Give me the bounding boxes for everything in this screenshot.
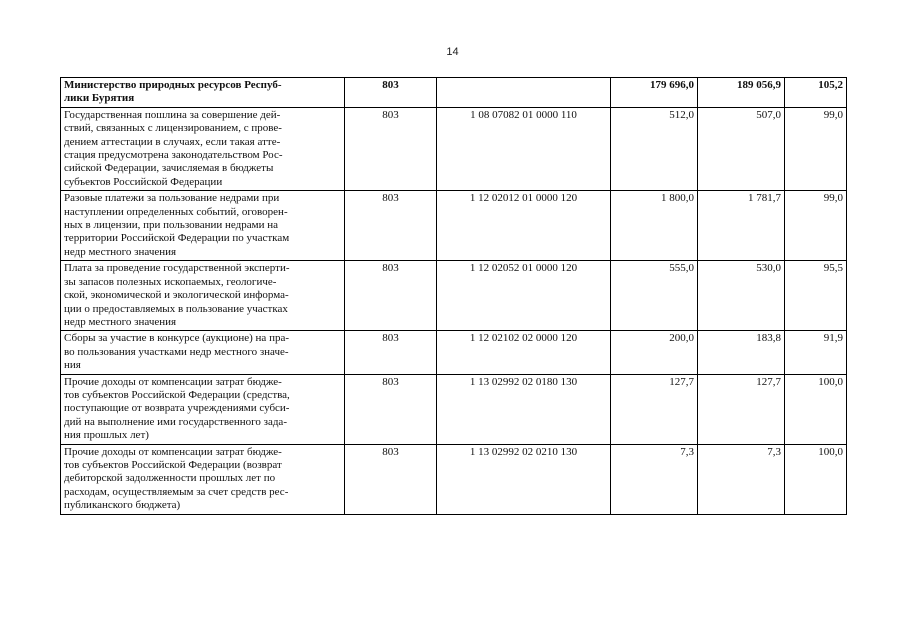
row-code-cell: 1 12 02012 01 0000 120 (437, 191, 611, 261)
row-name-line: ской, экономической и экологической информа- (64, 289, 289, 302)
table-row (61, 331, 847, 374)
row-name-line: тов субъектов Российской Федерации (возврат (64, 458, 282, 471)
row-name-line: Государственная пошлина за совершение дей- (64, 108, 281, 121)
row-percent-cell: 91,9 (785, 331, 847, 374)
row-admin-cell: 803 (345, 444, 437, 514)
row-name-line: стация предусмотрена законодательством Рос- (64, 149, 283, 162)
row-value2-cell: 507,0 (698, 107, 785, 190)
row-name-cell (61, 331, 345, 374)
row-name-line: недр местного значения (64, 245, 177, 258)
table-row (61, 191, 847, 261)
row-value1-cell: 200,0 (611, 331, 698, 374)
row-value2-cell: 1 781,7 (698, 191, 785, 261)
header-name-cell (61, 78, 345, 108)
row-name-line: дий на выполнение ими государственного зада- (64, 415, 287, 428)
table-row (61, 374, 847, 444)
row-name-line: Прочие доходы от компенсации затрат бюдже- (64, 375, 282, 388)
row-value1-cell: 512,0 (611, 107, 698, 190)
row-value2-cell: 530,0 (698, 261, 785, 331)
row-name-cell (61, 107, 345, 190)
row-name-line: дебиторской задолженности прошлых лет по (64, 472, 276, 485)
row-name-line: Плата за проведение государственной эксперти- (64, 262, 290, 275)
row-code-cell: 1 08 07082 01 0000 110 (437, 107, 611, 190)
row-value1-cell: 1 800,0 (611, 191, 698, 261)
row-name-line: наступлении определенных событий, оговорен- (64, 205, 288, 218)
row-name-line: ствий, связанных с лицензированием, с прове- (64, 122, 282, 135)
row-admin-cell: 803 (345, 191, 437, 261)
row-name-line: зы запасов полезных ископаемых, геологиче- (64, 275, 277, 288)
row-name-line: во пользования участками недр местного значе- (64, 345, 289, 358)
header-admin-cell: 803 (345, 78, 437, 108)
row-admin-cell: 803 (345, 261, 437, 331)
table-row (61, 444, 847, 514)
row-percent-cell: 95,5 (785, 261, 847, 331)
row-name-line: ния прошлых лет) (64, 429, 149, 442)
row-name-line: сийской Федерации, зачисляемая в бюджеты (64, 162, 274, 175)
row-name-line: ции о предоставляемых в пользование участках (64, 302, 288, 315)
row-admin-cell: 803 (345, 374, 437, 444)
row-value2-cell: 7,3 (698, 444, 785, 514)
row-code-cell: 1 13 02992 02 0180 130 (437, 374, 611, 444)
row-code-cell: 1 13 02992 02 0210 130 (437, 444, 611, 514)
row-name-cell (61, 444, 345, 514)
table-header-row (61, 78, 847, 108)
header-value1-cell: 179 696,0 (611, 78, 698, 108)
header-code-cell (437, 78, 611, 108)
row-name-line: территории Российской Федерации по участкам (64, 232, 290, 245)
page-number: 14 (446, 46, 459, 58)
row-name-line: дением аттестации в случаях, если такая атте- (64, 135, 281, 148)
header-name-line: лики Бурятия (64, 92, 135, 105)
row-name-cell (61, 191, 345, 261)
row-percent-cell: 99,0 (785, 191, 847, 261)
row-name-line: Разовые платежи за пользование недрами при (64, 192, 280, 205)
row-name-line: тов субъектов Российской Федерации (средства, (64, 388, 290, 401)
row-admin-cell: 803 (345, 331, 437, 374)
row-name-line: недр местного значения (64, 315, 177, 328)
row-name-line: поступающие от возврата учреждениями субси- (64, 402, 290, 415)
header-percent-cell: 105,2 (785, 78, 847, 108)
row-name-line: расходам, осуществляемым за счет средств рес- (64, 485, 289, 498)
row-value2-cell: 183,8 (698, 331, 785, 374)
row-value2-cell: 127,7 (698, 374, 785, 444)
row-name-line: Сборы за участие в конкурсе (аукционе) на пра- (64, 332, 290, 345)
revenue-table (60, 77, 847, 515)
row-value1-cell: 7,3 (611, 444, 698, 514)
table-body (61, 78, 847, 515)
row-name-line: публиканского бюджета) (64, 499, 181, 512)
row-name-line: ных в лицензии, при пользовании недрами на (64, 219, 278, 232)
row-name-line: Прочие доходы от компенсации затрат бюдже- (64, 445, 282, 458)
row-value1-cell: 127,7 (611, 374, 698, 444)
row-value1-cell: 555,0 (611, 261, 698, 331)
row-name-line: ния (64, 359, 81, 372)
row-percent-cell: 99,0 (785, 107, 847, 190)
header-name-line: Министерство природных ресурсов Респуб- (64, 79, 282, 91)
row-percent-cell: 100,0 (785, 444, 847, 514)
row-admin-cell: 803 (345, 107, 437, 190)
row-code-cell: 1 12 02102 02 0000 120 (437, 331, 611, 374)
table-row (61, 261, 847, 331)
row-code-cell: 1 12 02052 01 0000 120 (437, 261, 611, 331)
row-percent-cell: 100,0 (785, 374, 847, 444)
row-name-line: субъектов Российской Федерации (64, 175, 223, 188)
table-row (61, 107, 847, 190)
header-value2-cell: 189 056,9 (698, 78, 785, 108)
row-name-cell (61, 261, 345, 331)
row-name-cell (61, 374, 345, 444)
